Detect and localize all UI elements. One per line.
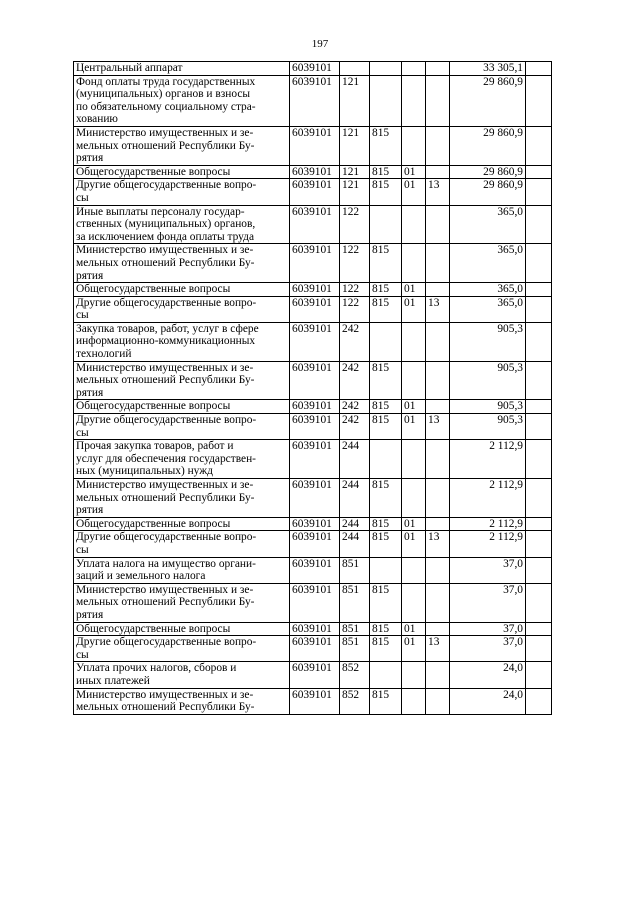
cell-amount: 365,0 — [450, 205, 526, 244]
cell-amount: 905,3 — [450, 361, 526, 400]
cell-expense-type: 851 — [340, 583, 370, 622]
cell-expense-type: 851 — [340, 557, 370, 583]
cell-name: Министерство имущественных и зе- мельных отношений Республики Бу- — [74, 688, 290, 714]
cell-amount: 365,0 — [450, 296, 526, 322]
cell-administrator: 815 — [370, 622, 402, 636]
cell-amount: 24,0 — [450, 662, 526, 688]
table-row — [74, 688, 552, 714]
cell-section — [402, 479, 426, 518]
cell-name: Уплата налога на имущество органи- заций и земельного налога — [74, 557, 290, 583]
cell-administrator: 815 — [370, 126, 402, 165]
cell-amount: 365,0 — [450, 244, 526, 283]
cell-subsection — [426, 322, 450, 361]
cell-target-article: 6039101 — [290, 414, 340, 440]
cell-subsection — [426, 583, 450, 622]
budget-table — [73, 61, 552, 715]
cell-expense-type: 852 — [340, 688, 370, 714]
cell-target-article: 6039101 — [290, 75, 340, 126]
table-row — [74, 414, 552, 440]
budget-table-body — [74, 62, 552, 715]
cell-empty — [526, 283, 552, 297]
cell-administrator: 815 — [370, 583, 402, 622]
cell-name: Уплата прочих налогов, сборов и иных платежей — [74, 662, 290, 688]
cell-expense-type: 244 — [340, 440, 370, 479]
cell-amount: 2 112,9 — [450, 479, 526, 518]
cell-amount: 2 112,9 — [450, 517, 526, 531]
cell-target-article: 6039101 — [290, 322, 340, 361]
cell-administrator: 815 — [370, 296, 402, 322]
cell-empty — [526, 688, 552, 714]
table-row — [74, 662, 552, 688]
cell-expense-type: 244 — [340, 479, 370, 518]
cell-amount: 33 305,1 — [450, 62, 526, 76]
cell-amount: 37,0 — [450, 622, 526, 636]
cell-empty — [526, 517, 552, 531]
cell-expense-type: 121 — [340, 75, 370, 126]
table-row — [74, 322, 552, 361]
table-row — [74, 75, 552, 126]
cell-amount: 24,0 — [450, 688, 526, 714]
cell-target-article: 6039101 — [290, 688, 340, 714]
cell-subsection — [426, 557, 450, 583]
table-row — [74, 400, 552, 414]
cell-subsection — [426, 75, 450, 126]
cell-subsection — [426, 165, 450, 179]
cell-name: Министерство имущественных и зе- мельных отношений Республики Бу- рятия — [74, 361, 290, 400]
cell-subsection: 13 — [426, 179, 450, 205]
cell-name: Общегосударственные вопросы — [74, 165, 290, 179]
cell-section — [402, 75, 426, 126]
cell-section — [402, 126, 426, 165]
cell-subsection — [426, 688, 450, 714]
cell-expense-type — [340, 62, 370, 76]
cell-subsection: 13 — [426, 296, 450, 322]
cell-name: Иные выплаты персоналу государ- ственных (муниципальных) органов, за исключением фонда оплаты труда — [74, 205, 290, 244]
cell-expense-type: 242 — [340, 322, 370, 361]
cell-administrator — [370, 662, 402, 688]
cell-section: 01 — [402, 165, 426, 179]
cell-target-article: 6039101 — [290, 179, 340, 205]
cell-subsection — [426, 622, 450, 636]
cell-expense-type: 242 — [340, 400, 370, 414]
cell-name: Министерство имущественных и зе- мельных отношений Республики Бу- рятия — [74, 126, 290, 165]
cell-target-article: 6039101 — [290, 244, 340, 283]
cell-subsection — [426, 517, 450, 531]
table-row — [74, 283, 552, 297]
cell-subsection — [426, 400, 450, 414]
cell-name: Другие общегосударственные вопро- сы — [74, 414, 290, 440]
cell-administrator: 815 — [370, 688, 402, 714]
cell-administrator: 815 — [370, 244, 402, 283]
cell-name: Общегосударственные вопросы — [74, 517, 290, 531]
page-number: 197 — [311, 38, 329, 50]
cell-empty — [526, 400, 552, 414]
cell-administrator: 815 — [370, 400, 402, 414]
cell-target-article: 6039101 — [290, 557, 340, 583]
cell-expense-type: 121 — [340, 165, 370, 179]
table-row — [74, 205, 552, 244]
cell-administrator: 815 — [370, 165, 402, 179]
cell-section: 01 — [402, 400, 426, 414]
cell-target-article: 6039101 — [290, 296, 340, 322]
cell-section: 01 — [402, 414, 426, 440]
cell-section: 01 — [402, 283, 426, 297]
cell-empty — [526, 440, 552, 479]
cell-target-article: 6039101 — [290, 636, 340, 662]
table-row — [74, 636, 552, 662]
cell-empty — [526, 557, 552, 583]
cell-administrator: 815 — [370, 179, 402, 205]
cell-section — [402, 205, 426, 244]
cell-subsection — [426, 244, 450, 283]
cell-administrator — [370, 62, 402, 76]
cell-empty — [526, 322, 552, 361]
cell-target-article: 6039101 — [290, 622, 340, 636]
cell-expense-type: 122 — [340, 296, 370, 322]
table-row — [74, 244, 552, 283]
table-row — [74, 557, 552, 583]
table-row — [74, 517, 552, 531]
table-row — [74, 179, 552, 205]
cell-name: Другие общегосударственные вопро- сы — [74, 179, 290, 205]
cell-expense-type: 242 — [340, 361, 370, 400]
cell-target-article: 6039101 — [290, 126, 340, 165]
cell-target-article: 6039101 — [290, 479, 340, 518]
cell-expense-type: 851 — [340, 622, 370, 636]
cell-administrator: 815 — [370, 636, 402, 662]
cell-administrator — [370, 440, 402, 479]
cell-expense-type: 122 — [340, 283, 370, 297]
cell-administrator — [370, 75, 402, 126]
cell-amount: 365,0 — [450, 283, 526, 297]
table-row — [74, 583, 552, 622]
cell-target-article: 6039101 — [290, 165, 340, 179]
cell-section — [402, 62, 426, 76]
cell-empty — [526, 622, 552, 636]
cell-empty — [526, 479, 552, 518]
cell-administrator — [370, 322, 402, 361]
cell-amount: 37,0 — [450, 557, 526, 583]
cell-name: Общегосударственные вопросы — [74, 283, 290, 297]
cell-administrator: 815 — [370, 531, 402, 557]
cell-expense-type: 121 — [340, 179, 370, 205]
cell-administrator: 815 — [370, 414, 402, 440]
cell-name: Другие общегосударственные вопро- сы — [74, 296, 290, 322]
cell-section: 01 — [402, 531, 426, 557]
cell-expense-type: 121 — [340, 126, 370, 165]
cell-amount: 29 860,9 — [450, 165, 526, 179]
cell-name: Министерство имущественных и зе- мельных отношений Республики Бу- рятия — [74, 244, 290, 283]
cell-subsection: 13 — [426, 531, 450, 557]
cell-empty — [526, 126, 552, 165]
cell-empty — [526, 531, 552, 557]
table-row — [74, 531, 552, 557]
table-row — [74, 126, 552, 165]
cell-target-article: 6039101 — [290, 531, 340, 557]
cell-target-article: 6039101 — [290, 583, 340, 622]
table-row — [74, 479, 552, 518]
cell-subsection — [426, 62, 450, 76]
cell-subsection — [426, 126, 450, 165]
cell-expense-type: 122 — [340, 244, 370, 283]
cell-amount: 905,3 — [450, 414, 526, 440]
cell-target-article: 6039101 — [290, 361, 340, 400]
cell-name: Другие общегосударственные вопро- сы — [74, 636, 290, 662]
cell-administrator — [370, 205, 402, 244]
cell-section: 01 — [402, 517, 426, 531]
cell-section — [402, 440, 426, 479]
cell-empty — [526, 296, 552, 322]
table-row — [74, 440, 552, 479]
cell-expense-type: 244 — [340, 531, 370, 557]
cell-section: 01 — [402, 179, 426, 205]
cell-amount: 2 112,9 — [450, 531, 526, 557]
cell-expense-type: 122 — [340, 205, 370, 244]
cell-target-article: 6039101 — [290, 400, 340, 414]
cell-empty — [526, 583, 552, 622]
cell-expense-type: 242 — [340, 414, 370, 440]
cell-target-article: 6039101 — [290, 205, 340, 244]
cell-amount: 905,3 — [450, 400, 526, 414]
cell-name: Общегосударственные вопросы — [74, 400, 290, 414]
cell-target-article: 6039101 — [290, 662, 340, 688]
table-row — [74, 62, 552, 76]
cell-subsection — [426, 662, 450, 688]
cell-section — [402, 361, 426, 400]
cell-subsection — [426, 361, 450, 400]
cell-empty — [526, 62, 552, 76]
cell-section — [402, 583, 426, 622]
cell-expense-type: 852 — [340, 662, 370, 688]
cell-amount: 905,3 — [450, 322, 526, 361]
cell-administrator — [370, 557, 402, 583]
cell-empty — [526, 205, 552, 244]
cell-empty — [526, 361, 552, 400]
cell-name: Закупка товаров, работ, услуг в сфере информационно-коммуникационных технологий — [74, 322, 290, 361]
cell-target-article: 6039101 — [290, 440, 340, 479]
cell-empty — [526, 636, 552, 662]
cell-section: 01 — [402, 622, 426, 636]
cell-name: Прочая закупка товаров, работ и услуг для обеспечения государствен- ных (муниципальных) нужд — [74, 440, 290, 479]
table-row — [74, 622, 552, 636]
cell-expense-type: 244 — [340, 517, 370, 531]
table-row — [74, 296, 552, 322]
cell-empty — [526, 414, 552, 440]
cell-administrator: 815 — [370, 361, 402, 400]
table-row — [74, 165, 552, 179]
cell-section: 01 — [402, 636, 426, 662]
cell-name: Центральный аппарат — [74, 62, 290, 76]
cell-name: Министерство имущественных и зе- мельных отношений Республики Бу- рятия — [74, 583, 290, 622]
cell-subsection: 13 — [426, 414, 450, 440]
cell-section — [402, 688, 426, 714]
cell-amount: 29 860,9 — [450, 126, 526, 165]
cell-target-article: 6039101 — [290, 517, 340, 531]
cell-amount: 29 860,9 — [450, 179, 526, 205]
cell-section: 01 — [402, 296, 426, 322]
cell-expense-type: 851 — [340, 636, 370, 662]
cell-subsection — [426, 205, 450, 244]
cell-empty — [526, 244, 552, 283]
cell-empty — [526, 165, 552, 179]
cell-subsection — [426, 440, 450, 479]
cell-amount: 37,0 — [450, 583, 526, 622]
cell-section — [402, 557, 426, 583]
cell-name: Другие общегосударственные вопро- сы — [74, 531, 290, 557]
cell-empty — [526, 179, 552, 205]
cell-empty — [526, 75, 552, 126]
cell-administrator: 815 — [370, 517, 402, 531]
cell-subsection — [426, 479, 450, 518]
cell-amount: 37,0 — [450, 636, 526, 662]
table-row — [74, 361, 552, 400]
cell-administrator: 815 — [370, 479, 402, 518]
cell-amount: 2 112,9 — [450, 440, 526, 479]
cell-section — [402, 322, 426, 361]
cell-section — [402, 244, 426, 283]
cell-target-article: 6039101 — [290, 62, 340, 76]
cell-empty — [526, 662, 552, 688]
cell-section — [402, 662, 426, 688]
cell-name: Фонд оплаты труда государственных (муниципальных) органов и взносы по обязательному социальному стра- хованию — [74, 75, 290, 126]
cell-subsection: 13 — [426, 636, 450, 662]
cell-name: Министерство имущественных и зе- мельных отношений Республики Бу- рятия — [74, 479, 290, 518]
cell-target-article: 6039101 — [290, 283, 340, 297]
cell-subsection — [426, 283, 450, 297]
cell-name: Общегосударственные вопросы — [74, 622, 290, 636]
cell-administrator: 815 — [370, 283, 402, 297]
cell-amount: 29 860,9 — [450, 75, 526, 126]
